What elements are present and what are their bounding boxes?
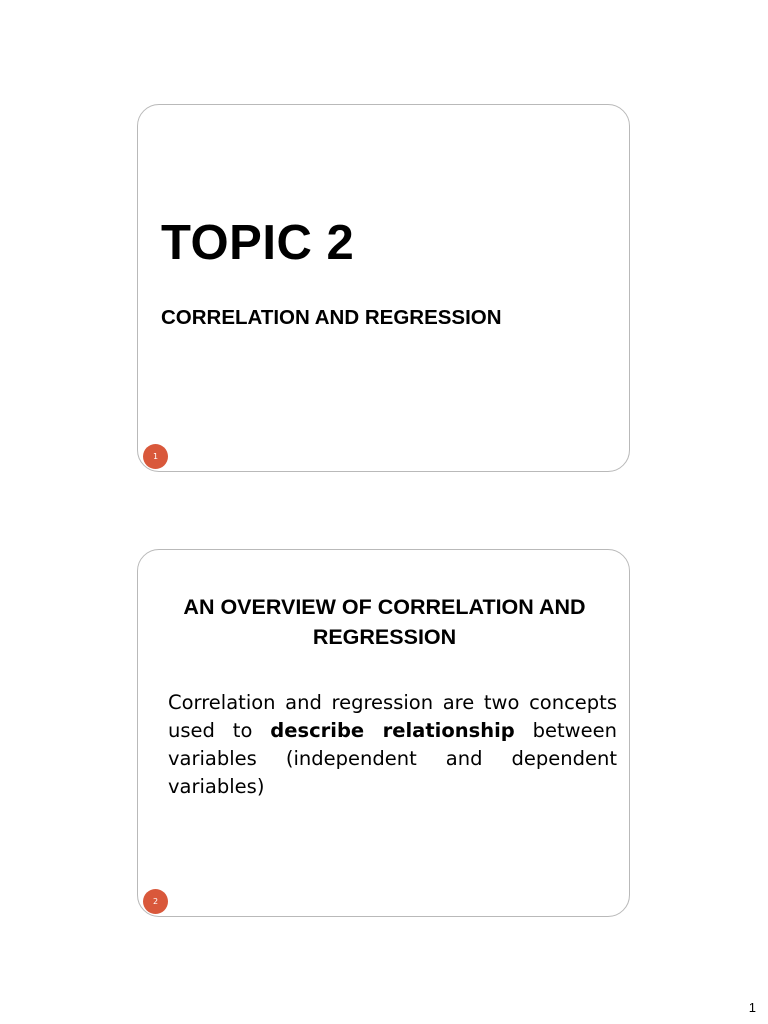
slide-number-badge: 1 [143, 444, 168, 469]
slide-2 [137, 549, 630, 917]
body-text-start: Correlation and regression are two concepts used to [168, 691, 617, 742]
slide-heading: AN OVERVIEW OF CORRELATION AND REGRESSION [183, 595, 586, 649]
slide-1 [137, 104, 630, 472]
body-text-emphasis: describe relationship [270, 719, 515, 742]
slide-title: TOPIC 2 [161, 216, 355, 270]
slide-subtitle: CORRELATION AND REGRESSION [161, 306, 502, 329]
page-number: 1 [748, 1000, 756, 1015]
slide-number-badge: 2 [143, 889, 168, 914]
slide-body-text [168, 689, 617, 801]
body-text-end: between variables (independent and dependent variables) [168, 719, 617, 798]
